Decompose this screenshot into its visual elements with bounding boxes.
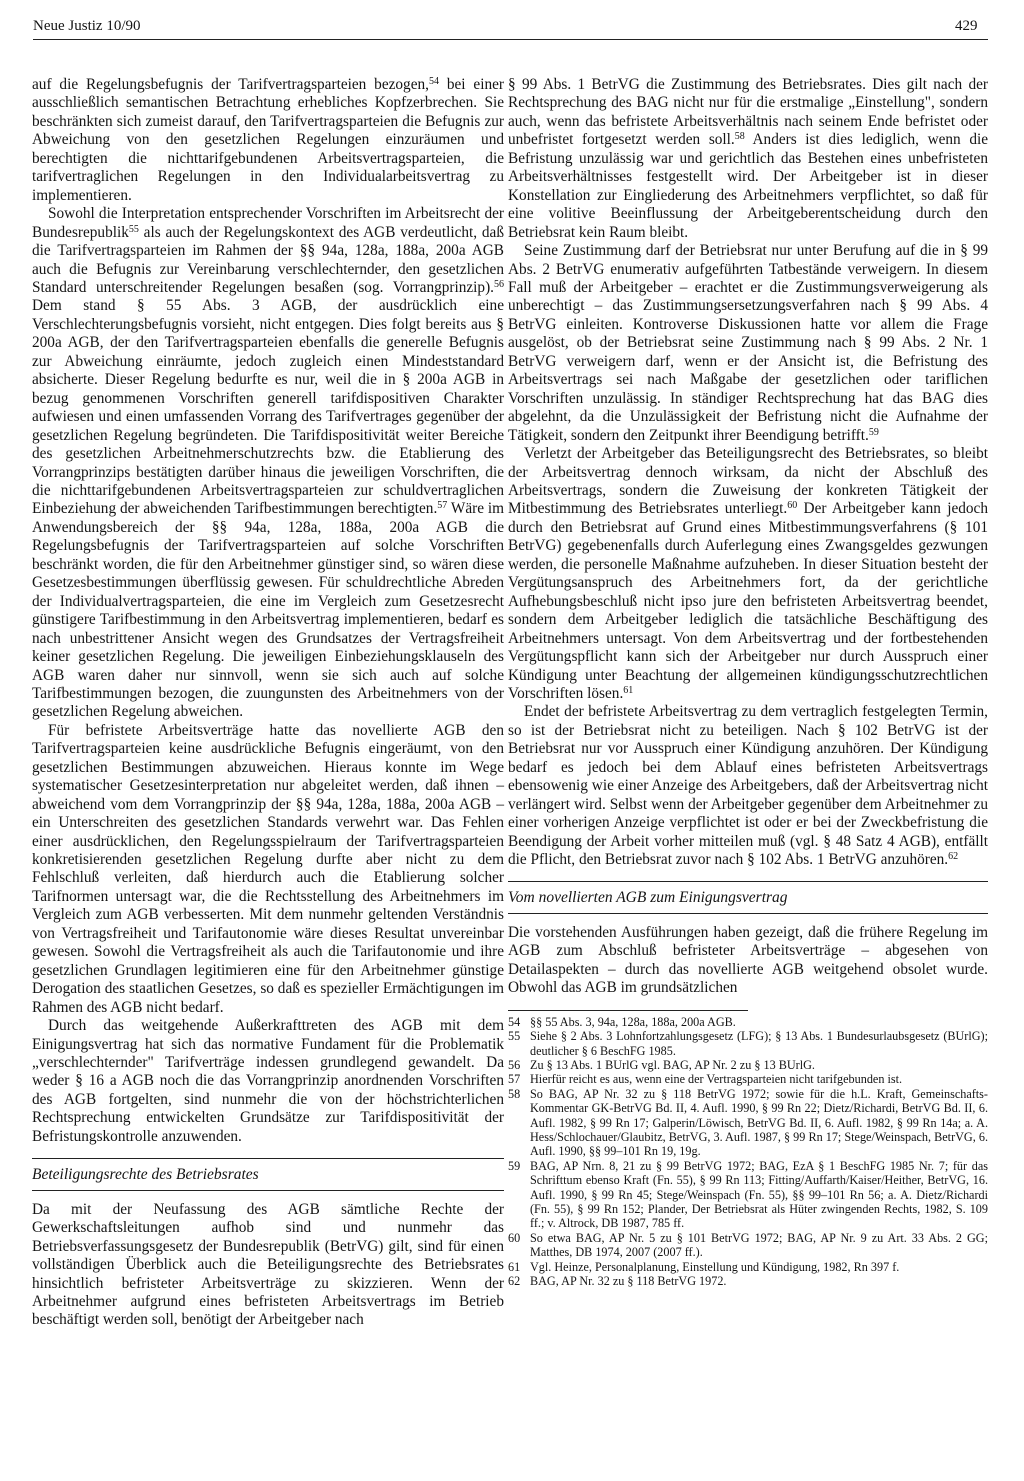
footnote-rule — [508, 1010, 748, 1011]
footnote: 60 So etwa BAG, AP Nr. 5 zu § 101 BetrVG 1972; BAG, AP Nr. 9 zu Art. 33 Abs. 2 GG; Matthes, DB 1974, 2007 (2007 ff.). — [508, 1230, 988, 1260]
paragraph: auf die Regelungsbefugnis der Tarifvertragsparteien bezogen,$^{54}$ bei einer ausschließlich semantischen Betrachtung erhebliches Kopfzerbrechen. Sie beschränkten sich zumeist darauf, den Tarifvertragsparteien die Befugnis zur Abweichung von den gesetzlichen Regelungen einzuräumen und berechtigten die nichttarifgebundenen Arbeitsvertragsparteien, die tarifvertraglichen Regelungen in den Individualarbeitsvertrag zu implementieren. — [32, 76, 504, 204]
footnote-ref[interactable]: 54 — [428, 76, 439, 87]
paragraph: Seine Zustimmung darf der Betriebsrat nur unter Berufung auf die in § 99 Abs. 2 BetrVG enumerativ aufgeführten Tatbestände verweigern. In diesem Fall muß der Arbeitgeber – erachtet er die Zustimmungsverweigerung als unberechtigt – das Zustimmungsersetzungsverfahren nach § 99 Abs. 4 BetrVG einleiten. Kontroverse Diskussionen hatte vor allem die Frage ausgelöst, ob der Betriebsrat seine Zustimmung nach § 99 Abs. 2 Nr. 1 BetrVG verweigern darf, wenn er der Ansicht ist, die Befristung des Arbeitsvertrags sei nach Maßgabe der gesetzlichen oder tariflichen Vorschriften unzulässig. In ständiger Rechtsprechung hat das BAG dies abgelehnt, da die Unzulässigkeit der Befristung nicht die Aufnahme der Tätigkeit, sondern den Zeitpunkt ihrer Beendigung betrifft.$^{59}$ — [508, 242, 988, 444]
left-column — [32, 76, 504, 1330]
paragraph: Für befristete Arbeitsverträge hatte das novellierte AGB den Tarifvertragsparteien keine ausdrückliche Befugnis eingeräumt, von den gesetzlichen Bestimmungen abzuweichen. Hieraus konnte im Wege systematischer Gesetzesinterpretation nur abgeleitet werden, daß ihnen – abweichend vom dem Vorrangprinzip der §§ 94a, 128a, 188a, 200a AGB – ein Unterschreiten des gesetzlichen Standards verwehrt war. Das Fehlen einer ausdrücklichen, den Regelungsspielraum der Tarifvertragsparteien konkretisierenden gesetzlichen Regelung durfte aber nicht zu dem Fehlschluß verleiten, daß hierdurch auch die Etablierung solcher Tarifnormen untersagt war, die die Rechtsstellung des Arbeitnehmers im Vergleich zum AGB verbesserten. Mit dem nunmehr geltenden Verständnis von Vertragsfreiheit und Tarifautonomie wäre dieses Resultat unvereinbar gewesen. Sowohl die Vertragsfreiheit als auch die Tarifautonomie und ihre gesetzlichen Grundlagen legitimieren eine für den Arbeitnehmer günstige Derogation des staatlichen Gesetzes, so daß es spezieller Ermächtigungen im Rahmen des AGB nicht bedarf. — [32, 721, 504, 1016]
page-number: 429 — [955, 18, 978, 34]
paragraph: Sowohl die Interpretation entsprechender Vorschriften im Arbeitsrecht der Bundesrepublik$^{55}$ als auch der Regelungskontext des AGB verdeutlicht, daß die Tarifvertragsparteien im Rahmen der §§ 94a, 128a, 188a, 200a AGB auch die Befugnis zur Vereinbarung verschlechternder, den gesetzlichen Standard unterschreitender Regelungen besaßen (sog. Vorrangprinzip).$^{56}$ Dem stand § 55 Abs. 3 AGB, der ausdrücklich eine Verschlechterungsbefugnis vorsieht, nicht entgegen. Dies folgt bereits aus § 200a AGB, der den Tarifvertragsparteien ebenfalls die generelle Befugnis zur Abweichung einräumte, jedoch zugleich einen Mindeststandard absicherte. Dieser Regelung bedurfte es nur, weil die in § 200a AGB in bezug genommenen Vorschriften generell tarifdispositiven Charakter aufwiesen und einen umfassenden Vorrang des Tarifvertrages gegenüber der gesetzlichen Regelung begründeten. Die Tarifdispositivität weiter Bereiche des gesetzlichen Arbeitnehmerschutzrechts bzw. die Etablierung des Vorrangprinzips bestätigten darüber hinaus die jeweiligen Vorschriften, die die nichttarifgebundenen Arbeitsvertragsparteien zur schuldvertraglichen Einbeziehung der abweichenden Tarifbestimmungen berechtigten.$^{57}$ Wäre im Anwendungsbereich der §§ 94a, 128a, 188a, 200a AGB die Regelungsbefugnis der Tarifvertragsparteien auf solche Vorschriften beschränkt worden, die für den Arbeitnehmer günstiger sind, so wären diese Gesetzesbestimmungen überflüssig gewesen. Für schuldrechtliche Abreden der Individualvertragsparteien, die eine im Vergleich zum Gesetzesrecht günstigere Tarifbestimmung in den Arbeitsvertrag implementieren, bedarf es nach unbestrittener Ansicht wegen des Grundsatzes der Vertragsfreiheit keiner gesetzlichen Regelung. Die jeweiligen Einbeziehungsklauseln des AGB waren daher nur sinnvoll, wenn sie sich auch auf solche Tarifbestimmungen bezogen, die zuungunsten des Arbeitnehmers von der gesetzlichen Regelung abweichen. — [32, 205, 505, 721]
section-heading: Vom novellierten AGB zum Einigungsvertrag — [508, 881, 988, 913]
paragraph: Endet der befristete Arbeitsvertrag zu dem vertraglich festgelegten Termin, so ist der Betriebsrat nicht zu beteiligen. Nach § 102 BetrVG ist der Betriebsrat nur vor Ausspruch einer Kündigung anzuhören. Der Kündigung bedarf es jedoch bei dem Ablauf eines befristeten Arbeitsvertrags ebensowenig wie einer Anzeige des Arbeitgebers, daß der Arbeitsvertrag nicht verlängert wird. Selbst wenn der Arbeitgeber gegenüber dem Arbeitnehmer zu einer vorherigen Anzeige verpflichtet ist oder er bei der Zweckbefristung die Beendigung der Arbeit vorher mitteilen muß (vgl. § 48 Satz 4 AGB), entfällt die Pflicht, den Betriebsrat zuvor nach § 102 Abs. 1 BetrVG anzuhören.$^{62}$ — [508, 703, 988, 869]
header-rule — [33, 39, 988, 40]
footnote-ref[interactable]: 56 — [494, 278, 504, 290]
paragraph: Die vorstehenden Ausführungen haben gezeigt, daß die frühere Regelung im AGB zum Abschluß befristeter Arbeitsverträge – abgesehen von Detailaspekten – durch das novellierte AGB weitgehend obsolet wurde. Obwohl das AGB im grundsätzlichen — [508, 923, 988, 997]
footnote: 58 So BAG, AP Nr. 32 zu § 118 BetrVG 1972; sowie für die h.L. Kraft, Gemeinschafts-Kommentar GK-BetrVG Bd. II, 4. Aufl. 1990, § 99 Rn 22; Dietz/Richardi, BetrVG Bd. II, 6. Aufl. 1982, § 99 Rn 17; Galperin/Löwisch, BetrVG Bd. II, 6. Aufl. 1982, § 99 Rn 14a; a. A. Hess/Schlochauer/Glaubitz, BetrVG, 3. Aufl. 1987, § 99 Rn 17; Stege/Weinspach, BetrVG, 6. Aufl. 1990, §§ 99–101 Rn 19, 19g. — [508, 1086, 988, 1159]
footnote-ref[interactable]: 62 — [948, 851, 959, 863]
paragraph: Durch das weitgehende Außerkrafttreten des AGB mit dem Einigungsvertrag hat sich das normative Fundament für die Problematik „verschlechternder" Tarifverträge indessen grundlegend gewandelt. Da weder § 16 a AGB noch die das Vorrangprinzip anordnenden Vorschriften des AGB fortgelten, sind nunmehr die von der höchstrichterlichen Rechtsprechung entwickelten Grundsätze zur Tarifdispositivität der Befristungskontrolle anzuwenden. — [32, 1017, 504, 1145]
footnote: 59 BAG, AP Nrn. 8, 21 zu § 99 BetrVG 1972; BAG, EzA § 1 BeschFG 1985 Nr. 7; für das Schrifttum ebenso Kraft (Fn. 55), § 99 Rn 113; Fitting/Auffarth/Kaiser/Heither, BetrVG, 16. Aufl. 1990, § 99 Rn 45; Stege/Weinspach (Fn. 55), §§ 99–101 Rn 56; a. A. Dietz/Richardi (Fn. 55), § 99 Rn 152; Plander, Der Betriebsrat als Hüter zwingenden Rechts, 1982, S. 109 ff.; v. Altrock, DB 1987, 785 ff. — [508, 1158, 988, 1231]
footnotes — [508, 1015, 988, 1289]
right-column — [508, 76, 988, 1288]
footnote-ref[interactable]: 58 — [734, 131, 745, 143]
footnote: 55 Siehe § 2 Abs. 3 Lohnfortzahlungsgesetz (LFG); § 13 Abs. 1 Bundesurlaubsgesetz (BUrlG); deutlicher § 6 BeschFG 1985. — [508, 1029, 988, 1058]
paragraph: § 99 Abs. 1 BetrVG die Zustimmung des Betriebsrates. Dies gilt nach der Rechtsprechung des BAG nicht nur für die erstmalige „Einstellung", sondern auch, wenn das befristete Arbeitsverhältnis nach seinem Ende befristet oder unbefristet fortgesetzt werden soll.$^{58}$ Anders ist dies lediglich, wenn die Befristung unzulässig war und gerichtlich das Bestehen eines unbefristeten Arbeitsverhältnisses festgestellt wird. Der Arbeitgeber ist in dieser Konstellation zur Eingliederung des Arbeitnehmers verpflichtet, so daß für eine volitive Beeinflussung der Arbeitgeberentscheidung durch den Betriebsrat kein Raum bleibt. — [508, 76, 989, 241]
running-header-journal: Neue Justiz 10/90 — [33, 18, 141, 34]
footnote-ref[interactable]: 60 — [787, 500, 798, 512]
footnote: 56 Zu § 13 Abs. 1 BUrlG vgl. BAG, AP Nr. 2 zu § 13 BUrlG. — [508, 1057, 815, 1072]
footnote: 57 Hierfür reicht es aus, wenn eine der Vertragsparteien nicht tarifgebunden ist. — [508, 1072, 903, 1087]
footnote-ref[interactable]: 61 — [623, 684, 634, 696]
section-heading: Beteiligungsrechte des Betriebsrates — [32, 1158, 504, 1190]
footnote: 54 §§ 55 Abs. 3, 94a, 128a, 188a, 200a AGB. — [508, 1014, 736, 1029]
footnote-ref[interactable]: 59 — [868, 426, 879, 438]
footnote: 62 BAG, AP Nr. 32 zu § 118 BetrVG 1972. — [508, 1274, 727, 1289]
footnote-ref[interactable]: 55 — [128, 223, 139, 235]
footnote-ref[interactable]: 57 — [437, 500, 448, 512]
paragraph: Da mit der Neufassung des AGB sämtliche Rechte der Gewerkschaftsleitungen aufhob sind und nunmehr das Betriebsverfassungsgesetz der Bundesrepublik (BetrVG) gilt, sind für einen vollständigen Überblick auch die Beteiligungsrechte des Betriebsrates hinsichtlich befristeter Arbeitsverträge zu skizzieren. Wenn der Arbeitnehmer aufgrund eines befristeten Arbeitsvertrags im Betrieb beschäftigt werden soll, benötigt der Arbeitgeber nach — [32, 1200, 504, 1329]
paragraph: Verletzt der Arbeitgeber das Beteiligungsrecht des Betriebsrates, so bleibt der Arbeitsvertrag dennoch wirksam, da nicht der Abschluß des Arbeitsvertrags, sondern die Zuweisung der konkreten Tätigkeit der Mitbestimmung des Betriebsrates unterliegt.$^{60}$ Der Arbeitgeber kann jedoch durch den Betriebsrat auf Grund eines Mitbestimmungsverfahrens (§ 101 BetrVG) gegebenenfalls durch Auferlegung eines Zwangsgeldes gezwungen werden, die personelle Maßnahme aufzuheben. In dieser Situation besteht der Vergütungsanspruch des Arbeitnehmers fort, da der gerichtliche Aufhebungsbeschluß nicht ipso jure den befristeten Arbeitsvertrag beendet, sondern dem Arbeitgeber lediglich die tatsächliche Beschäftigung des Arbeitnehmers untersagt. Von dem Arbeitsvertrag und der fortbestehenden Vergütungspflicht kann sich der Arbeitgeber nur durch Ausspruch einer Kündigung unter Beachtung der allgemeinen kündigungsschutzrechtlichen Vorschriften lösen.$^{61}$ — [508, 445, 988, 702]
footnote: 61 Vgl. Heinze, Personalplanung, Einstellung und Kündigung, 1982, Rn 397 f. — [508, 1259, 900, 1274]
